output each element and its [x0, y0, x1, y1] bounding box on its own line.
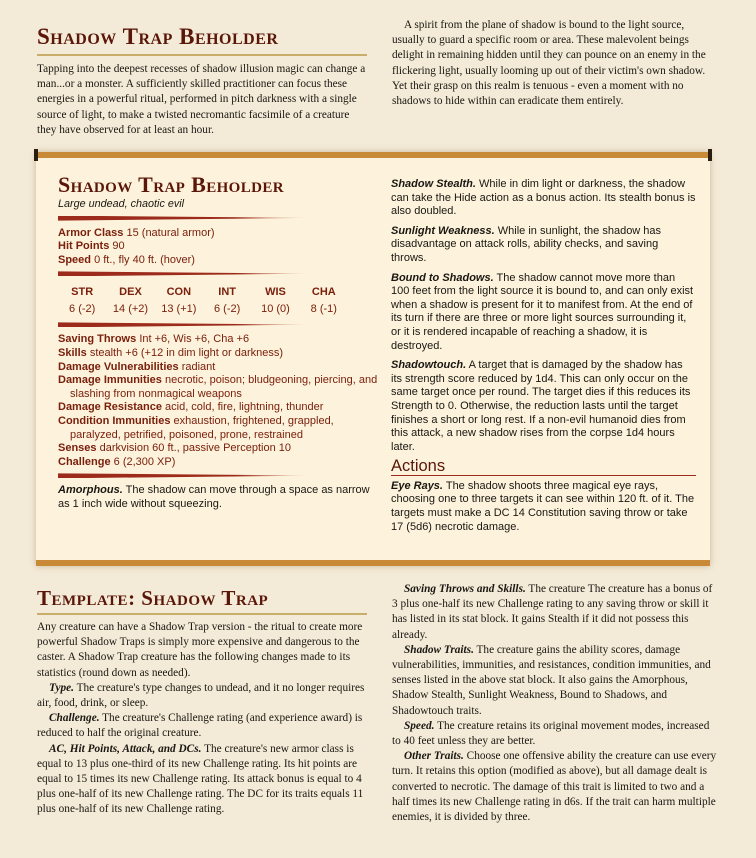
- rule-text: The creature retains its original movement modes, increased to 40 feet unless they are better.: [392, 719, 710, 748]
- damage-resistance-label: Damage Resistance: [58, 401, 162, 414]
- ability-con: [155, 284, 203, 318]
- template-other: [392, 749, 718, 825]
- stat-block-left-column: [58, 172, 383, 512]
- hit-points-line: [58, 240, 383, 254]
- ability-str: [58, 284, 106, 318]
- ability-name: INT: [218, 286, 237, 299]
- action-text: The shadow shoots three magical eye rays, choosing one to three targets it can see within 120 ft. of it. The targets must make a DC 14 Constitution saving throw or take 17 (5d6) necrotic damage.: [391, 479, 695, 533]
- rule-name: Type.: [49, 681, 74, 694]
- trait-shadow-stealth: [391, 178, 696, 219]
- title-rule: [37, 613, 367, 615]
- stat-block-subtitle: Large undead, chaotic evil: [58, 198, 185, 210]
- speed-label: Speed: [58, 253, 92, 266]
- saving-throws-label: Saving Throws: [58, 333, 137, 346]
- ability-name: DEX: [119, 286, 142, 299]
- rule-text: The creature The creature has a bonus of 3 plus one-half its new Challenge rating to any saving throw or skill it has listed in its stat block. It gains Stealth if it did not possess this already.: [392, 583, 713, 641]
- template-speed: [392, 719, 718, 749]
- rule-name: Other Traits.: [404, 750, 464, 763]
- template-shadow-traits: [392, 643, 718, 719]
- title-rule: [37, 54, 367, 56]
- rule-text: Choose one offensive ability the creature can use every turn. It retains this option (modified as above), but all damage dealt is converted to necrotic. The damage of this trait is limited to two and a half times its new Challenge rating in d6s. If the trait can harm multiple enemies, it is divided by three.: [392, 750, 717, 824]
- taper-rule: [58, 216, 313, 221]
- senses-value: darkvision 60 ft., passive Perception 10: [99, 442, 291, 455]
- rule-text: The creature's new armor class is equal to 13 plus one-third of its new Challenge rating. Its hit points are equal to 15 times its new Challenge rating. Its attack bonus is equal to 4 plus one-half of its new Challenge rating. The DC for its traits equals 11 plus one-half of its new Challenge rating.: [37, 742, 364, 816]
- template-right-column: [392, 582, 718, 825]
- challenge-label: Challenge: [58, 455, 111, 468]
- ability-dex: [106, 284, 154, 318]
- template-intro: Any creature can have a Shadow Trap version - the ritual to create more powerful Shadow Traps is simply more expensive and dangerous to the caster. A Shadow Trap creature has the following changes made to its statistics (round down as needed).: [37, 621, 363, 679]
- damage-immunities-line: [58, 374, 383, 401]
- armor-class-line: [58, 227, 383, 241]
- stat-block-name: Shadow Trap Beholder: [58, 172, 285, 197]
- skills-value: stealth +6 (+12 in dim light or darkness): [89, 346, 284, 359]
- rule-name: Saving Throws and Skills.: [404, 583, 526, 595]
- stat-block-right-column: [391, 178, 696, 540]
- damage-immunities-label: Damage Immunities: [58, 374, 162, 387]
- armor-class-value: 15 (natural armor): [126, 226, 215, 239]
- trait-text: While in sunlight, the shadow has disadvantage on attack rolls, ability checks, and saving throws.: [391, 224, 662, 264]
- intro-left-column: [37, 22, 367, 138]
- rule-name: Challenge.: [49, 712, 100, 725]
- ability-score: 13 (+1): [161, 303, 197, 316]
- hit-points-value: 90: [112, 240, 125, 253]
- rule-text: The creature's Challenge rating (and experience award) is reduced to half the original creature.: [37, 712, 363, 740]
- ability-int: [203, 284, 251, 318]
- ability-score: 10 (0): [261, 303, 290, 316]
- ability-scores: [58, 284, 348, 318]
- saving-throws-line: [58, 333, 383, 347]
- ability-score: 14 (+2): [112, 303, 149, 316]
- taper-rule: [58, 271, 313, 276]
- trait-name: Amorphous.: [58, 484, 123, 497]
- trait-text: The shadow cannot move more than 100 feet from the light source it is bound to, and can only exist when a shadow is present for it to manifest from. At the end of its turn if there are three or more light sources surrounding it, or it is rendered incapable of reaching a shadow, it is destroyed.: [391, 271, 694, 352]
- template-challenge: [37, 711, 367, 741]
- trait-name: Sunlight Weakness.: [391, 224, 495, 237]
- trait-sunlight-weakness: [391, 225, 696, 266]
- template-title: Template: Shadow Trap: [37, 586, 269, 610]
- trait-shadowtouch: [391, 359, 696, 454]
- challenge-value: 6 (2,300 XP): [113, 455, 176, 468]
- ability-score: 6 (-2): [69, 303, 96, 316]
- action-name: Eye Rays.: [391, 479, 443, 492]
- trait-amorphous: [58, 484, 383, 511]
- template-ac-hp: [37, 742, 367, 818]
- taper-rule: [58, 473, 313, 478]
- ability-name: WIS: [265, 286, 286, 299]
- intro-title: Shadow Trap Beholder: [37, 24, 279, 49]
- ability-name: STR: [71, 286, 94, 299]
- condition-immunities-line: [58, 415, 383, 442]
- intro-right-column: [392, 18, 718, 109]
- trait-text: A target that is damaged by the shadow has its strength score reduced by 1d4. This can only occur on the same target once per round. The target dies if this reduces its Strength to 0. Otherwise, the reduction lasts until the target finishes a short or long rest. If a non-evil humanoid dies from this attack, a new shadow rises from the corpse 1d4 hours later.: [391, 359, 691, 453]
- trait-name: Bound to Shadows.: [391, 271, 494, 284]
- ability-name: CHA: [311, 286, 336, 299]
- template-left-column: [37, 584, 367, 818]
- action-eye-rays: [391, 480, 696, 534]
- intro-right-paragraph: A spirit from the plane of shadow is bound to the light source, usually to guard a specific room or area. These malevolent beings delight in remaining hidden until they can pounce on an enemy in the flickering light, usually looming up out of their victim's own shadow. Yet their grasp on this realm is tenuous - even a moment with no shadows to hide within can eradicate them entirely.: [392, 19, 706, 108]
- speed-value: 0 ft., fly 40 ft. (hover): [94, 253, 195, 266]
- speed-line: [58, 254, 383, 268]
- condition-immunities-label: Condition Immunities: [58, 414, 171, 427]
- rule-name: AC, Hit Points, Attack, and DCs.: [49, 742, 202, 755]
- damage-resistance-line: [58, 401, 383, 415]
- ability-score: 8 (-1): [310, 303, 337, 316]
- ability-cha: [300, 284, 348, 318]
- senses-line: [58, 442, 383, 456]
- trait-name: Shadowtouch.: [391, 359, 467, 372]
- actions-heading: Actions: [391, 460, 696, 476]
- ability-score: 6 (-2): [214, 303, 241, 316]
- damage-vulnerabilities-value: radiant: [181, 360, 216, 373]
- intro-left-paragraph: Tapping into the deepest recesses of shadow illusion magic can change a man...or a monster. A sufficiently skilled practitioner can focus these energies in a powerful ritual, performed in pitch darkness with a single source of light, to make a twisted necromantic facsimile of a creature they have observed for at least an hour.: [37, 63, 366, 136]
- ability-wis: [251, 284, 299, 318]
- hit-points-label: Hit Points: [58, 240, 110, 253]
- template-type: [37, 681, 367, 711]
- damage-vulnerabilities-line: [58, 361, 383, 375]
- trait-name: Shadow Stealth.: [391, 178, 476, 190]
- ability-name: CON: [166, 286, 192, 299]
- damage-vulnerabilities-label: Damage Vulnerabilities: [58, 360, 179, 373]
- rule-text: The creature's type changes to undead, and it no longer requires air, food, drink, or sleep.: [37, 681, 365, 710]
- stat-block: [36, 152, 710, 566]
- armor-class-label: Armor Class: [58, 226, 124, 239]
- rule-name: Shadow Traits.: [404, 643, 474, 656]
- rule-text: The creature gains the ability scores, damage vulnerabilities, immunities, and resistances, condition immunities, and senses listed in the above stat block. It also gains the Amorphous, Shadow Stealth, Sunlight Weakness, Bound to Shadows, and Shadowtouch traits.: [392, 643, 711, 717]
- trait-bound-to-shadows: [391, 272, 696, 354]
- skills-label: Skills: [58, 346, 87, 359]
- trait-text: While in dim light or darkness, the shadow can take the Hide action as a bonus action. Its stealth bonus is also doubled.: [391, 178, 696, 218]
- taper-rule: [58, 322, 313, 327]
- rule-name: Speed.: [404, 719, 435, 732]
- skills-line: [58, 347, 383, 361]
- template-saving: [392, 582, 718, 643]
- senses-label: Senses: [58, 442, 97, 455]
- damage-resistance-value: acid, cold, fire, lightning, thunder: [165, 401, 324, 414]
- condition-immunities-value: exhaustion, frightened, grappled, paralyzed, petrified, poisoned, prone, restrained: [70, 414, 334, 441]
- damage-immunities-value: necrotic, poison; bludgeoning, piercing, and slashing from nonmagical weapons: [70, 374, 378, 400]
- trait-text: The shadow can move through a space as narrow as 1 inch wide without squeezing.: [58, 484, 370, 510]
- challenge-line: [58, 456, 383, 470]
- saving-throws-value: Int +6, Wis +6, Cha +6: [139, 333, 250, 346]
